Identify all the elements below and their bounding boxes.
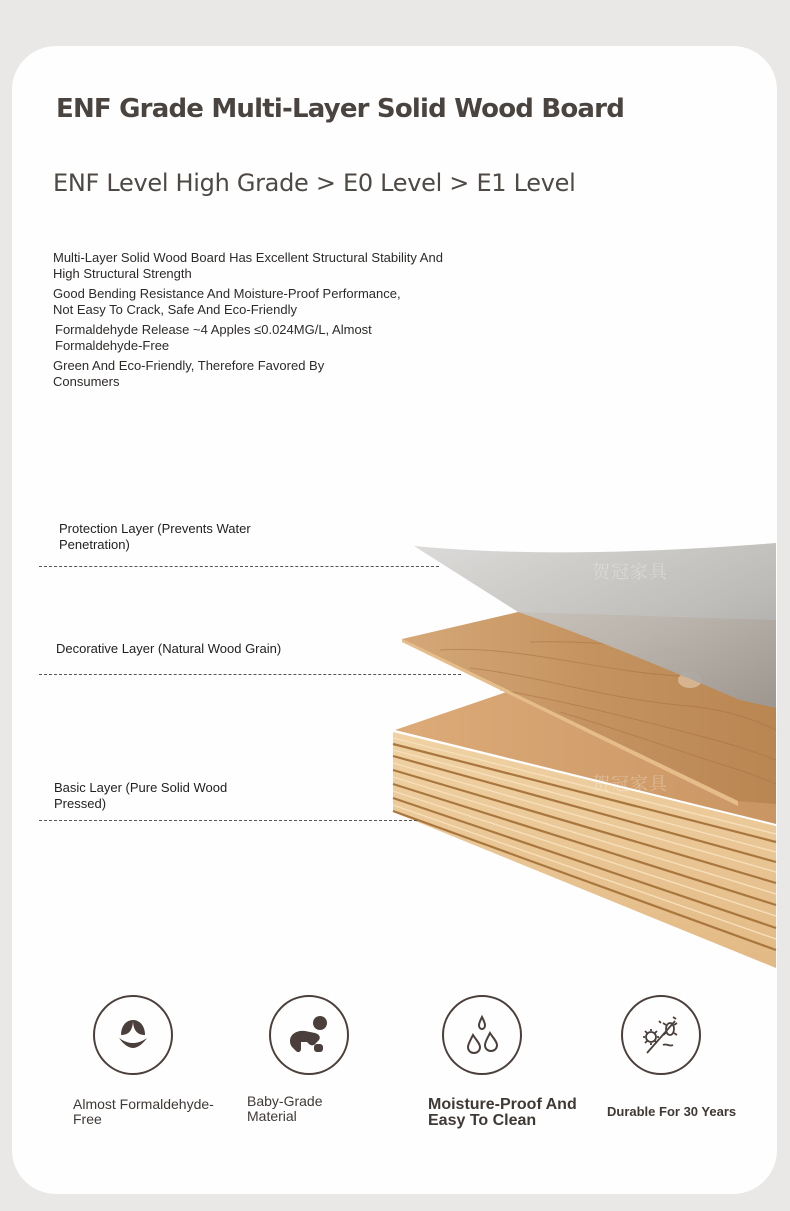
water-drops-icon [442, 995, 522, 1075]
leaf-icon [93, 995, 173, 1075]
benefit-label-moisture: Moisture-Proof And Easy To Clean [428, 1096, 577, 1129]
decorative-layer-divider [39, 674, 461, 675]
feature-item-eco: Green And Eco-Friendly, Therefore Favored By Consumers [53, 358, 325, 389]
page-title: ENF Grade Multi-Layer Solid Wood Board [56, 94, 625, 124]
baby-icon [269, 995, 349, 1075]
watermark-middle: 贺冠家具 [592, 774, 668, 794]
decorative-layer-label: Decorative Layer (Natural Wood Grain) [56, 641, 282, 656]
basic-layer-divider [39, 820, 417, 821]
watermark-top: 贺冠家具 [592, 562, 668, 582]
protection-layer-divider [39, 566, 439, 567]
benefit-label-baby-grade: Baby-Grade Material [247, 1093, 323, 1124]
feature-item-formaldehyde: Formaldehyde Release ~4 Apples ≤0.024MG/L, Almost Formaldehyde-Free [55, 322, 372, 353]
feature-item-moisture: Good Bending Resistance And Moisture-Proof Performance, Not Easy To Crack, Safe And Eco-Friendly [53, 286, 401, 317]
bacteria-shield-icon [621, 995, 701, 1075]
benefit-label-formaldehyde: Almost Formaldehyde-Free [73, 1096, 214, 1127]
feature-item-stability: Multi-Layer Solid Wood Board Has Excellent Structural Stability And High Structural Strength [53, 250, 443, 281]
basic-layer-label: Basic Layer (Pure Solid Wood Pressed) [54, 780, 228, 811]
benefit-label-durable: Durable For 30 Years [607, 1104, 737, 1119]
grade-comparison-subtitle: ENF Level High Grade > E0 Level > E1 Level [53, 169, 576, 197]
protection-layer-label: Protection Layer (Prevents Water Penetration) [59, 521, 251, 552]
